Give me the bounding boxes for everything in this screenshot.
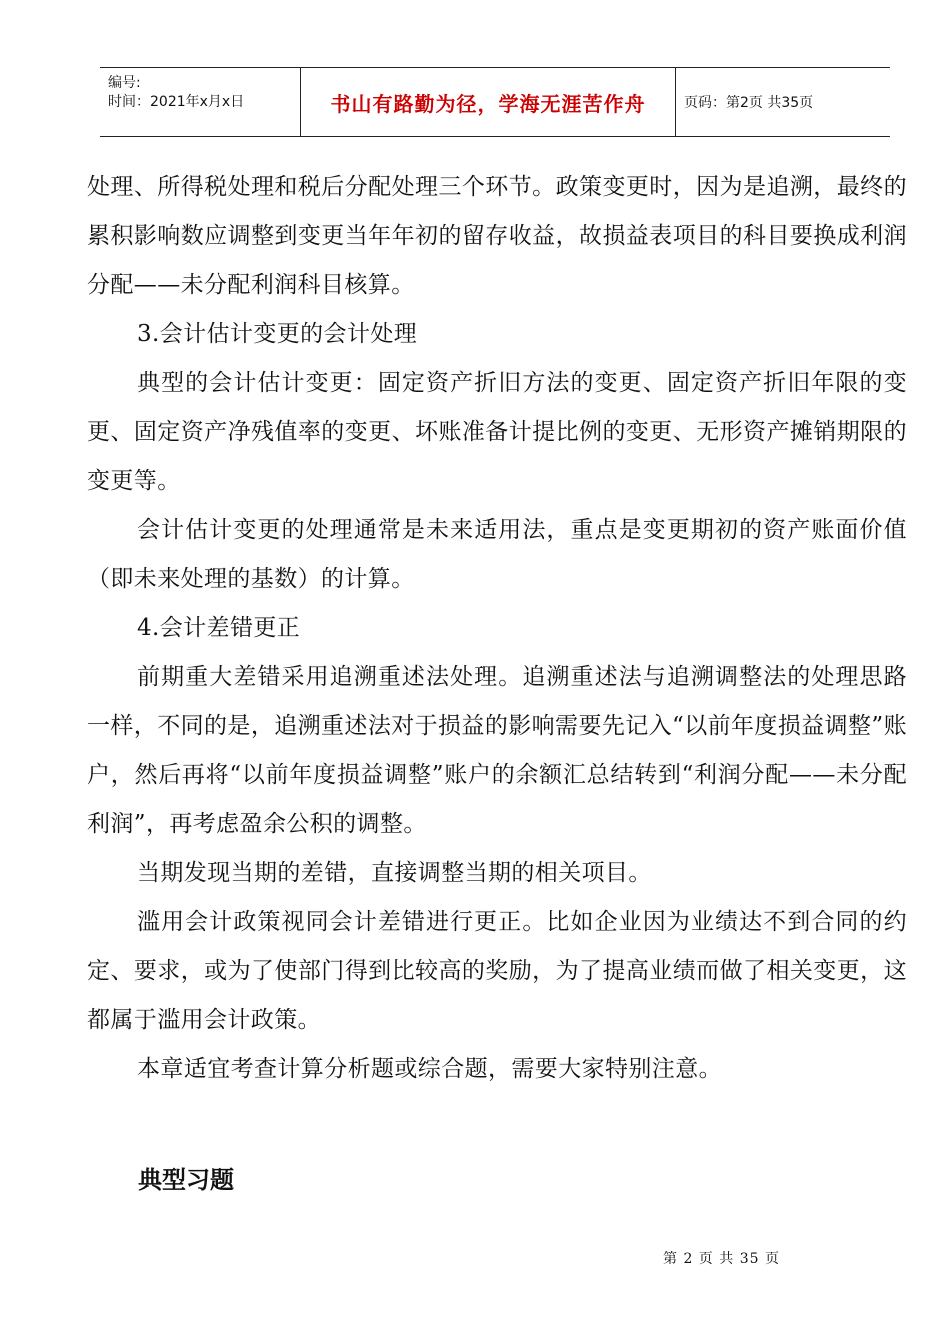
header-page-info: 页码：第2页 共35页 [684, 95, 814, 111]
paragraph: 当期发现当期的差错，直接调整当期的相关项目。 [137, 860, 652, 886]
document-body [87, 163, 907, 1094]
paragraph: 前期重大差错采用追溯重述法处理。追溯重述法与追溯调整法的处理思路一样，不同的是，追溯重述法对于损益的影响需要先记入“以前年度损益调整”账户，然后再将“以前年度损益调整”账户的余额汇总结转到“利润分配——未分配利润”，再考虑盈余公积的调整。 [87, 664, 907, 837]
page-header [100, 67, 890, 137]
time-label: 时间：2021年x月x日 [108, 94, 245, 110]
header-meta [100, 68, 301, 136]
subheading: 4.会计差错更正 [137, 615, 301, 641]
paragraph: 本章适宜考查计算分析题或综合题，需要大家特别注意。 [137, 1056, 722, 1082]
paragraph: 典型的会计估计变更：固定资产折旧方法的变更、固定资产折旧年限的变更、固定资产净残值率的变更、坏账准备计提比例的变更、无形资产摊销期限的变更等。 [87, 370, 907, 494]
section-title: 典型习题 [138, 1166, 234, 1194]
page-footer: 第 2 页 共 35 页 [663, 1251, 780, 1267]
number-label: 编号: [108, 75, 141, 91]
paragraph: 处理、所得税处理和税后分配处理三个环节。政策变更时，因为是追溯，最终的累积影响数应调整到变更当年年初的留存收益，故损益表项目的科目要换成利润分配——未分配利润科目核算。 [87, 174, 907, 298]
subheading: 3.会计估计变更的会计处理 [137, 321, 418, 347]
header-motto: 书山有路勤为径，学海无涯苦作舟 [301, 68, 676, 136]
paragraph: 会计估计变更的处理通常是未来适用法，重点是变更期初的资产账面价值（即未来处理的基数）的计算。 [87, 517, 907, 592]
paragraph: 滥用会计政策视同会计差错进行更正。比如企业因为业绩达不到合同的约定、要求，或为了使部门得到比较高的奖励，为了提高业绩而做了相关变更，这都属于滥用会计政策。 [87, 909, 907, 1033]
